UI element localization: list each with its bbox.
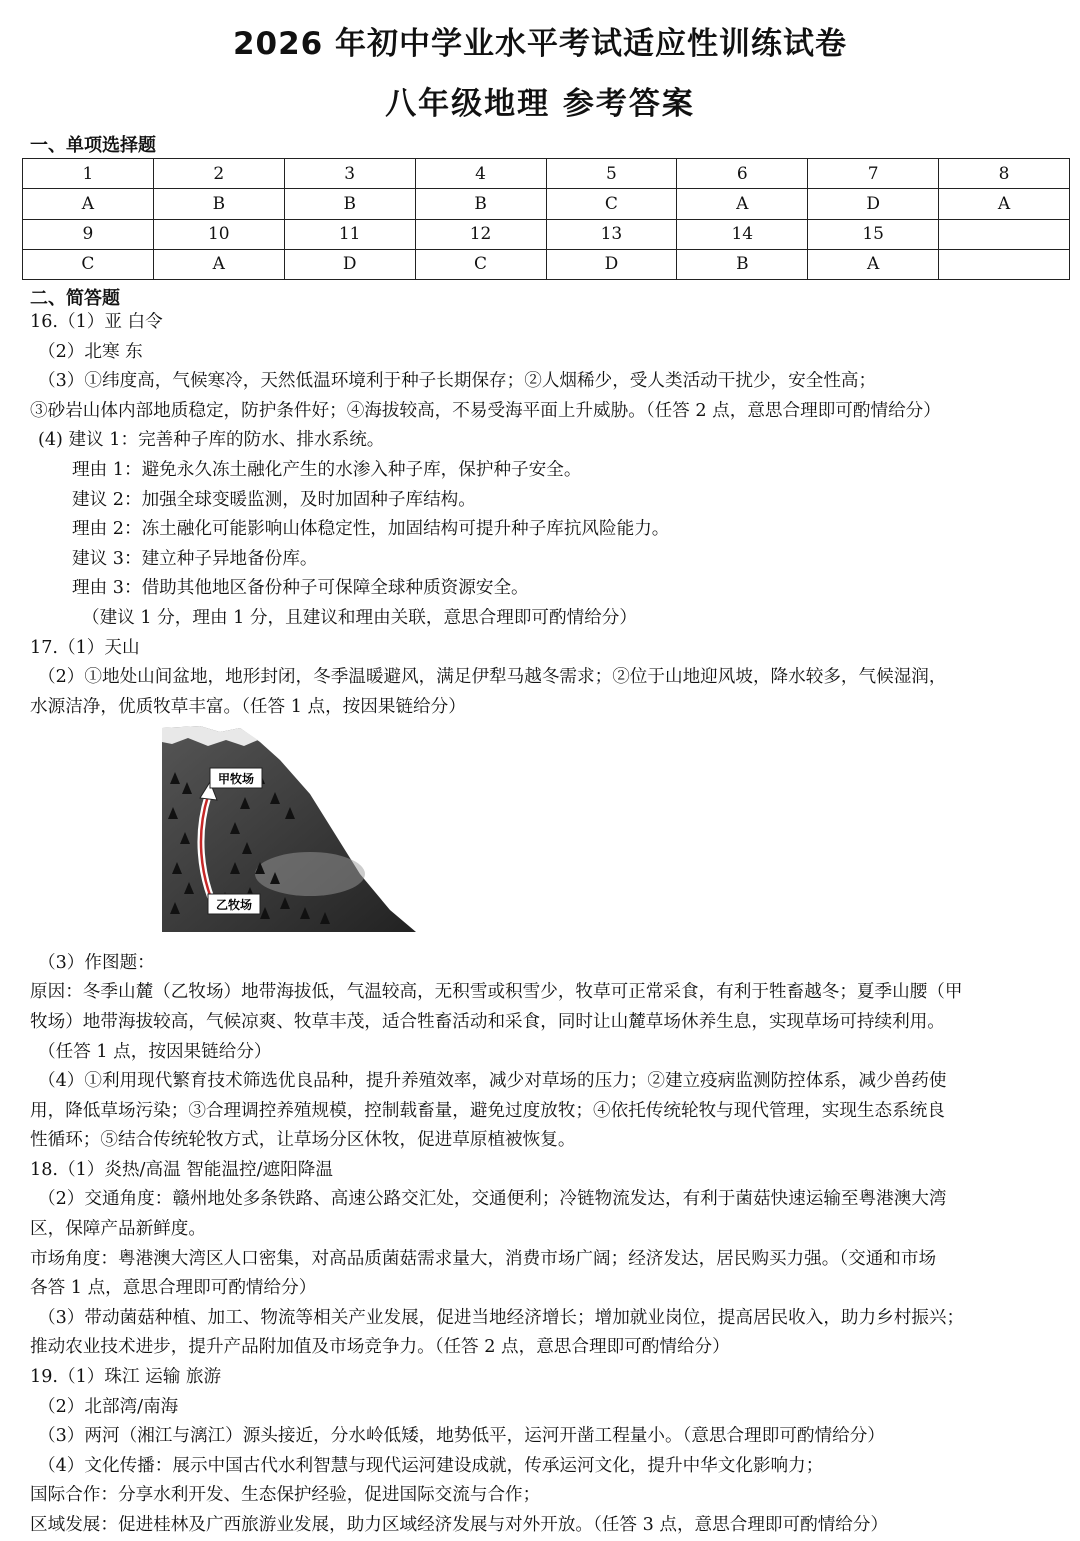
table-cell: 10 [153,219,284,249]
upper-pasture-label: 甲牧场 [217,772,255,787]
section-heading-choice: 一、单项选择题 [30,135,156,156]
table-cell: A [808,249,939,279]
answer-line: （3）①纬度高，气候寒冷，天然低温环境利于种子长期保存；②人烟稀少，受人类活动干扰少，安全性高； [38,371,877,392]
table-cell: A [153,249,284,279]
table-row [23,189,1070,219]
table-cell: 13 [546,219,677,249]
table-cell: 4 [415,159,546,189]
table-row [23,249,1070,279]
answer-line: （4）文化传播：展示中国古代水利智慧与现代运河建设成就，传承运河文化，提升中华文化影响力； [38,1455,824,1476]
answer-line: (4) 建议 1：完善种子库的防水、排水系统。 [38,430,385,451]
table-cell: A [677,189,808,219]
exam-title: 2026 年初中学业水平考试适应性训练试卷 [232,26,848,62]
answer-line: （2）北部湾/南海 [38,1396,179,1417]
table-cell: D [284,249,415,279]
table-cell: B [284,189,415,219]
table-cell: C [415,249,546,279]
table-cell: 12 [415,219,546,249]
table-cell: C [546,189,677,219]
answer-line: 理由 2：冻土融化可能影响山体稳定性，加固结构可提升种子库抗风险能力。 [72,519,670,540]
table-cell: B [677,249,808,279]
answer-line: 各答 1 点，意思合理即可酌情给分） [30,1278,317,1299]
answer-line: （建议 1 分，理由 1 分，且建议和理由关联，意思合理即可酌情给分） [82,607,637,628]
answer-line: 建议 3：建立种子异地备份库。 [72,548,318,569]
table-cell: 15 [808,219,939,249]
answer-line: 用，降低草场污染；③合理调控养殖规模，控制载畜量，避免过度放牧；④依托传统轮牧与现代管理，实现生态系统良 [30,1100,945,1121]
answer-line: （2）北寒 东 [38,341,143,362]
figure-row [30,722,1065,978]
table-cell: C [23,249,154,279]
answer-line: 区域发展：促进桂林及广西旅游业发展，助力区域经济发展与对外开放。（任答 3 点，意思合理即可酌情给分） [30,1515,889,1535]
table-cell: 1 [23,159,154,189]
answer-line: 建议 2：加强全球变暖监测，及时加固种子库结构。 [72,489,476,510]
table-cell: A [939,189,1070,219]
section-heading-short-answer: 二、简答题 [30,288,120,309]
table-cell: 3 [284,159,415,189]
answer-line: 水源洁净，优质牧草丰富。（任答 1 点，按因果链给分） [30,696,466,717]
table-cell: 14 [677,219,808,249]
table-row [23,219,1070,249]
table-cell: D [808,189,939,219]
table-cell: 2 [153,159,284,189]
table-cell [939,219,1070,249]
table-cell: B [153,189,284,219]
answer-line: （2）交通角度：赣州地处多条铁路、高速公路交汇处，交通便利；冷链物流发达，有利于菌菇快速运输至粤港澳大湾 [38,1189,947,1210]
table-cell: 8 [939,159,1070,189]
table-cell: 5 [546,159,677,189]
drawing-question-label: （3）作图题： [38,952,155,973]
answer-line: 19.（1）珠江 运输 旅游 [30,1367,222,1388]
answer-body [30,308,1065,1541]
mist [255,852,365,896]
answer-line: 牧场）地带海拔较高，气候凉爽、牧草丰茂，适合牲畜活动和采食，同时让山麓草场休养生息，实现草场可持续利用。 [30,1011,945,1032]
answer-line: 理由 1：避免永久冻土融化产生的水渗入种子库，保护种子安全。 [72,459,582,480]
table-cell: A [23,189,154,219]
table-cell: 6 [677,159,808,189]
answer-line: 国际合作：分享水利开发、生态保护经验，促进国际交流与合作； [30,1485,541,1506]
answer-line: 性循环；⑤结合传统轮牧方式，让草场分区休牧，促进草原植被恢复。 [30,1130,576,1151]
answer-line: 原因：冬季山麓（乙牧场）地带海拔低，气温较高，无积雪或积雪少，牧草可正常采食，有利于牲畜越冬；夏季山腰（甲 [30,982,963,1003]
answer-line: （任答 1 点，按因果链给分） [38,1041,272,1062]
answer-key-subtitle: 八年级地理 参考答案 [385,86,695,122]
table-row [23,159,1070,189]
answer-line: （4）①利用现代繁育技术筛选优良品种，提升养殖效率，减少对草场的压力；②建立疫病监测防控体系，减少兽药使 [38,1071,947,1092]
answer-line: ③砂岩山体内部地质稳定，防护条件好；④海拔较高，不易受海平面上升威胁。（任答 2 点，意思合理即可酌情给分） [30,400,941,421]
answer-line: （3）两河（湘江与漓江）源头接近，分水岭低矮，地势低平，运河开凿工程量小。（意思合理即可酌情给分） [38,1426,885,1447]
table-cell: 7 [808,159,939,189]
answer-line: （2）①地处山间盆地，地形封闭，冬季温暖避风，满足伊犁马越冬需求；②位于山地迎风坡，降水较多，气候湿润， [38,667,947,688]
table-cell: B [415,189,546,219]
answer-line: 17.（1）天山 [30,637,140,658]
answer-line: （3）带动菌菇种植、加工、物流等相关产业发展，促进当地经济增长；增加就业岗位，提高居民收入，助力乡村振兴； [38,1307,965,1328]
answer-line: 推动农业技术进步，提升产品附加值及市场竞争力。（任答 2 点，意思合理即可酌情给分） [30,1337,730,1358]
table-cell: 9 [23,219,154,249]
answer-line: 16.（1）亚 白令 [30,312,163,332]
answer-line: 市场角度：粤港澳大湾区人口密集，对高品质菌菇需求量大，消费市场广阔；经济发达，居民购买力强。（交通和市场 [30,1248,937,1269]
answer-table [22,158,1070,280]
table-cell: 11 [284,219,415,249]
answer-line: 区，保障产品新鲜度。 [30,1219,206,1240]
table-cell [939,249,1070,279]
lower-pasture-label: 乙牧场 [215,898,253,913]
pasture-migration-figure [160,724,420,936]
table-cell: D [546,249,677,279]
answer-line: 理由 3：借助其他地区备份种子可保障全球种质资源安全。 [72,578,529,599]
answer-line: 18.（1）炎热/高温 智能温控/遮阳降温 [30,1159,333,1180]
